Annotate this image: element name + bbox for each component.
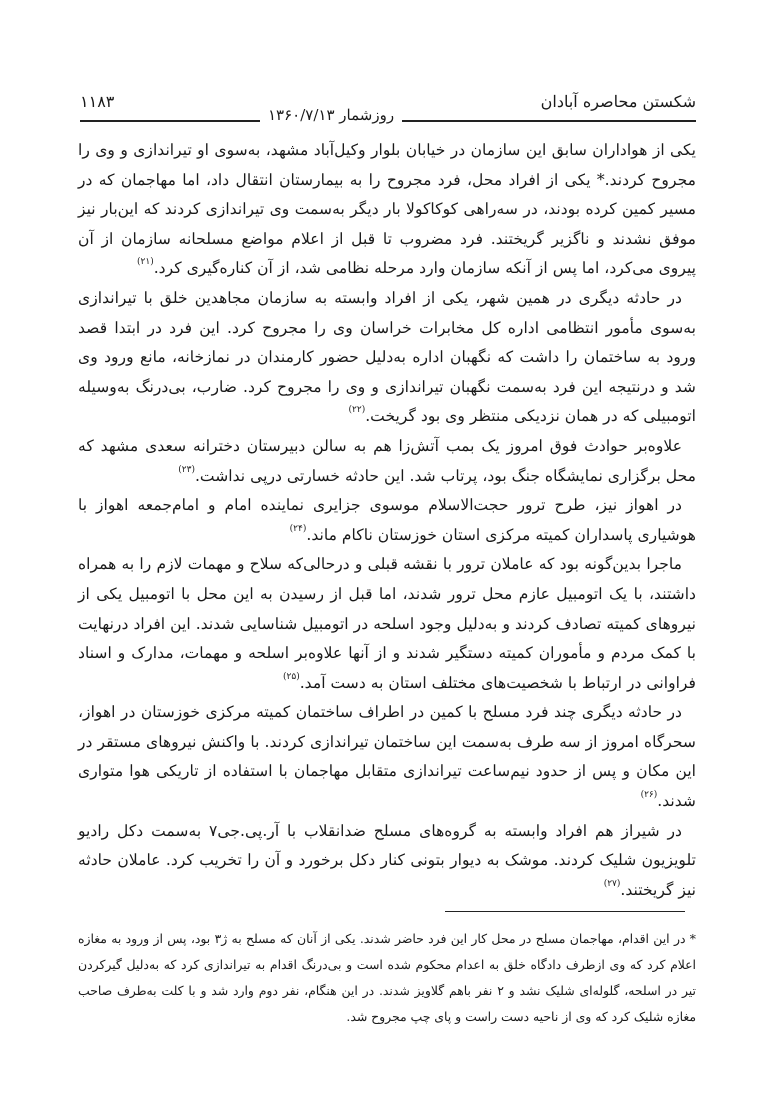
paragraph: در حادثه دیگری در همین شهر، یکی از افراد وابسته به سازمان مجاهدین خلق با تیراندازی به‌سوی مأمور انتظامی اداره کل مخابرات خراسان وی را مجروح کرد. این فرد در ابتدا قصد ورود به ساختمان را داشت که نگهبان اداره به‌دلیل حضور کارمندان در نمازخانه، مانع ورود وی شد و درنتیجه این فرد به‌سمت نگهبان تیراندازی و وی را مجروح کرد. ضارب، بی‌درنگ به‌وسیله اتومبیلی که در همان نزدیکی منتظر وی بود گریخت.$^{(۲۲)}$ xyxy=(78,288,696,426)
paragraph: ماجرا بدین‌گونه بود که عاملان ترور با نقشه قبلی و درحالی‌که سلاح و مهمات لازم را به همراه داشتند، با یک اتومبیل عازم محل ترور شدند، اما قبل از رسیدن به این محل با اتومبیل یکی از نیروهای کمیته تصادف کردند و به‌دلیل وجود اسلحه در اتومبیل شناسایی شدند. این افراد درنهایت با کمک مردم و مأموران کمیته دستگیر شدند و از آنها علاوه‌بر اسلحه و مهمات، مدارک و اسناد فراوانی در ارتباط با شخصیت‌های مختلف استان به دست آمد.$^{(۲۵)}$ xyxy=(78,555,696,692)
endnote-ref: (۲۱) xyxy=(137,257,154,268)
paragraph: در حادثه دیگری چند فرد مسلح با کمین در اطراف ساختمان کمیته مرکزی خوزستان در اهواز، سحرگاه امروز از سه طرف به‌سمت این ساختمان تیراندازی کردند. با واکنش نیروهای مستقر در این مکان و پس از حدود نیم‌ساعت تیراندازی متقابل مهاجمان با استفاده از تاریکی هوا متواری شدند.$^{(۲۶)}$ xyxy=(78,703,696,811)
paragraph: یکی از هواداران سابق این سازمان در خیابان بلوار وکیل‌آباد مشهد، به‌سوی او تیراندازی و وی را مجروح کردند.* یکی از افراد محل، فرد مجروح را به بیمارستان انتقال داد، اما مهاجمان که در مسیر کمین کرده بودند، در سه‌راهی کوکاکولا بار دیگر به‌سمت وی تیراندازی کردند که این‌بار نیز موفق نشدند و ناگزیر گریختند. فرد مضروب تا قبل از اعلام مواضع مسلحانه سازمان از آن پیروی می‌کرد، اما پس از آنکه سازمان وارد مرحله نظامی شد، از آن کناره‌گیری کرد.$^{(۲۱)}$ xyxy=(78,141,696,278)
diary-date: روزشمار ۱۳۶۰/۷/۱۳ xyxy=(260,106,402,124)
endnote-ref: (۲۵) xyxy=(283,671,300,682)
page-number: ۱۱۸۳ xyxy=(80,92,115,111)
book-title: شکستن محاصره آبادان xyxy=(540,92,696,111)
running-header xyxy=(80,92,696,124)
body-text xyxy=(78,136,696,905)
paragraph: در اهواز نیز، طرح ترور حجت‌الاسلام موسوی جزایری نماینده امام و امام‌جمعه اهواز با هوشیاری پاسداران کمیته مرکزی استان خوزستان ناکام ماند.$^{(۲۴)}$ xyxy=(78,496,696,544)
footnote xyxy=(78,926,696,1030)
endnote-ref: (۲۴) xyxy=(289,523,307,534)
footnote-text: * در این اقدام، مهاجمان مسلح در محل کار این فرد حاضر شدند. یکی از آنان که مسلح به ژ۳ بود، پس از ورود به مغازه اعلام کرد که وی ازطرف دادگاه خلق به اعدام محکوم شده است و بی‌درنگ اقدام به تیراندازی کرد که به‌دلیل گیرکردن تیر در اسلحه، گلوله‌ای شلیک نشد و ۲ نفر باهم گلاویز شدند. در این هنگام، نفر دوم وارد شد و با کلت به‌طرف صاحب مغازه شلیک کرد که وی از ناحیه دست راست و پای چپ مجروح شد. xyxy=(78,931,696,1024)
paragraph: در شیراز هم افراد وابسته به گروه‌های مسلح ضدانقلاب با آر.پی.جی۷ به‌سمت دکل رادیو تلویزیون شلیک کردند. موشک به دیوار بتونی کنار دکل برخورد و آن را تخریب کرد. عاملان حادثه نیز گریختند.$^{(۲۷)}$ xyxy=(78,821,696,899)
footnote-separator xyxy=(445,911,685,912)
paragraph: علاوه‌بر حوادث فوق امروز یک بمب آتش‌زا هم به سالن دبیرستان دخترانه سعدی مشهد که محل برگزاری نمایشگاه جنگ بود، پرتاب شد. این حادثه خسارتی درپی نداشت.$^{(۲۳)}$ xyxy=(78,436,696,485)
endnote-ref: (۲۲) xyxy=(348,405,366,416)
endnote-ref: (۲۳) xyxy=(178,464,195,475)
endnote-ref: (۲۶) xyxy=(640,790,658,801)
endnote-ref: (۲۷) xyxy=(603,878,621,889)
